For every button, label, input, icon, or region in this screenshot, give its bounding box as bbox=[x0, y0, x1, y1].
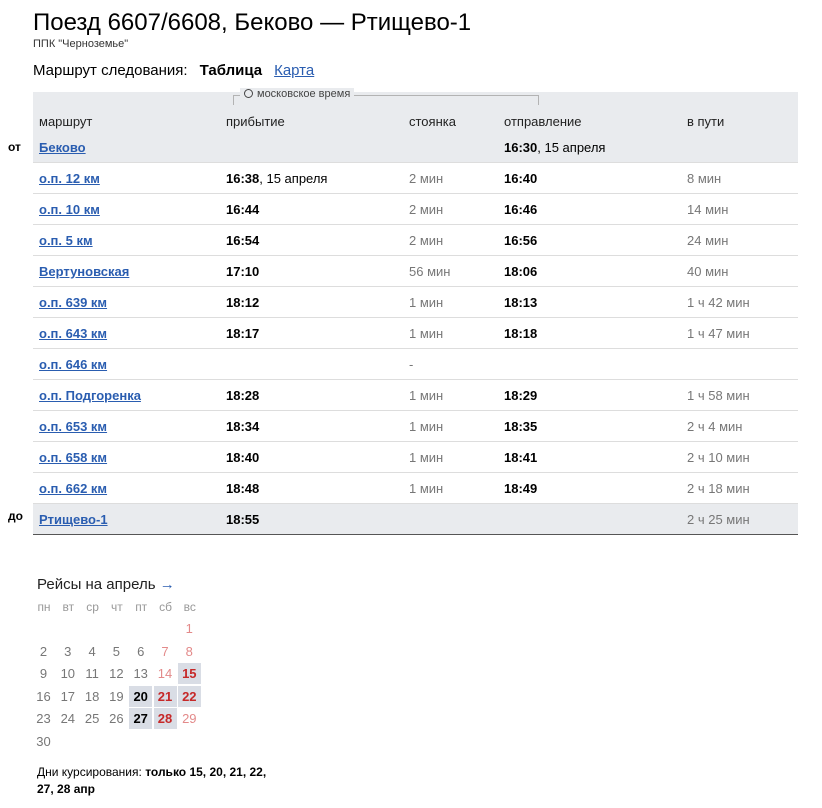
stop-duration bbox=[409, 450, 443, 465]
travel-time-text: 2 ч 25 мин bbox=[687, 512, 750, 527]
station-link-text: о.п. 646 км bbox=[39, 357, 108, 372]
departure-date: , 15 апреля bbox=[537, 140, 606, 155]
travel-time bbox=[687, 450, 750, 465]
calendar-day: 9 bbox=[39, 666, 48, 681]
calendar-day[interactable]: 28 bbox=[154, 708, 177, 729]
calendar-day: 26 bbox=[109, 711, 124, 726]
calendar-day: 18 bbox=[84, 688, 100, 704]
col-arrival: прибытие bbox=[226, 114, 285, 129]
table-row bbox=[33, 504, 798, 535]
table-row bbox=[33, 318, 798, 349]
departure-time bbox=[504, 295, 537, 310]
table-row bbox=[33, 225, 798, 256]
weekday-label: пт bbox=[135, 600, 148, 614]
travel-time-text: 40 мин bbox=[687, 264, 729, 279]
weekday-label: пн bbox=[37, 600, 51, 614]
travel-time-text: 14 мин bbox=[687, 202, 729, 217]
stop-duration-text: 1 мин bbox=[409, 481, 444, 496]
calendar-day: 6 bbox=[137, 643, 145, 659]
arrival-time-text: 18:34 bbox=[226, 419, 260, 434]
arrival-time bbox=[226, 388, 259, 403]
weekday-label: вт bbox=[62, 600, 75, 614]
stop-duration-text: 2 мин bbox=[409, 202, 444, 217]
departure-time bbox=[504, 326, 537, 341]
arrival-date: , 15 апреля bbox=[259, 171, 328, 186]
page-title: Поезд 6607/6608, Беково — Ртищево-1 bbox=[33, 9, 472, 36]
arrival-time bbox=[226, 264, 259, 279]
table-row bbox=[33, 380, 798, 411]
station-link-text: о.п. 643 км bbox=[39, 326, 108, 341]
travel-time bbox=[687, 171, 721, 186]
station-link[interactable] bbox=[39, 388, 141, 403]
travel-time bbox=[687, 481, 750, 496]
tab-table[interactable]: Таблица bbox=[199, 62, 263, 79]
arrival-time bbox=[226, 171, 327, 186]
calendar-day: 11 bbox=[85, 666, 99, 681]
travel-time-text: 1 ч 58 мин bbox=[687, 388, 750, 403]
station-link-text: Вертуновская bbox=[39, 264, 130, 279]
carrier-name: ППК "Черноземье" bbox=[33, 38, 129, 50]
stop-duration bbox=[409, 264, 450, 279]
table-row bbox=[33, 287, 798, 318]
arrival-time bbox=[226, 202, 259, 217]
departure-time-text: 18:41 bbox=[504, 450, 538, 465]
station-link-text: о.п. 639 км bbox=[39, 295, 108, 310]
departure-time-text: 16:46 bbox=[504, 202, 538, 217]
tab-map[interactable]: Карта bbox=[274, 62, 315, 79]
station-link-text: о.п. Подгоренка bbox=[39, 388, 141, 403]
travel-time-text: 2 ч 10 мин bbox=[687, 450, 750, 465]
table-row bbox=[33, 442, 798, 473]
calendar-day: 19 bbox=[109, 688, 124, 704]
arrival-time bbox=[226, 512, 259, 527]
stop-duration bbox=[409, 326, 443, 341]
next-month-arrow-icon[interactable]: → bbox=[159, 576, 175, 593]
station-link-text: о.п. 658 км bbox=[39, 450, 108, 465]
stop-duration bbox=[409, 419, 443, 434]
arrival-time bbox=[226, 295, 259, 310]
station-link-text: о.п. 5 км bbox=[39, 233, 93, 248]
arrival-time-text: 18:55 bbox=[226, 512, 260, 527]
station-link[interactable] bbox=[39, 140, 86, 155]
arrival-time-text: 16:54 bbox=[226, 233, 260, 248]
calendar-day: 10 bbox=[60, 666, 76, 681]
stop-duration bbox=[409, 295, 443, 310]
station-link-text: о.п. 10 км bbox=[39, 202, 100, 217]
stop-duration-text: 1 мин bbox=[409, 388, 444, 403]
travel-time bbox=[687, 295, 750, 310]
arrival-time-text: 18:12 bbox=[226, 295, 260, 310]
calendar-day: 1 bbox=[185, 621, 193, 636]
station-link[interactable] bbox=[39, 295, 107, 310]
calendar-day: 4 bbox=[88, 643, 96, 659]
calendar-day: 23 bbox=[36, 711, 51, 726]
departure-time-text: 18:18 bbox=[504, 326, 538, 341]
calendar-day: 2 bbox=[39, 643, 48, 659]
departure-time-text: 18:06 bbox=[504, 264, 538, 279]
travel-time bbox=[687, 326, 750, 341]
travel-time-text: 8 мин bbox=[687, 171, 722, 186]
calendar-day: 12 bbox=[109, 666, 124, 681]
departure-time-text: 18:29 bbox=[504, 388, 538, 403]
travel-time-text: 24 мин bbox=[687, 233, 729, 248]
stop-duration-text: 1 мин bbox=[409, 419, 444, 434]
travel-time-text: 2 ч 4 мин bbox=[687, 419, 743, 434]
calendar-title bbox=[37, 576, 175, 593]
station-link-text: о.п. 12 км bbox=[39, 171, 100, 186]
weekday-label: сб bbox=[159, 600, 172, 614]
table-row bbox=[33, 349, 798, 380]
table-row bbox=[33, 163, 798, 194]
view-switcher bbox=[33, 62, 314, 79]
arrival-time-text: 18:40 bbox=[226, 450, 260, 465]
travel-time bbox=[687, 233, 728, 248]
arrival-time-text: 18:48 bbox=[226, 481, 260, 496]
travel-time-text: 1 ч 47 мин bbox=[687, 326, 750, 341]
calendar-day[interactable]: 22 bbox=[178, 686, 201, 707]
calendar-day: 29 bbox=[182, 711, 197, 726]
station-link-text: Беково bbox=[39, 140, 86, 155]
moscow-time-label: московское время bbox=[257, 88, 351, 100]
travel-time bbox=[687, 512, 750, 527]
calendar-day: 13 bbox=[133, 666, 148, 681]
calendar-day: 30 bbox=[36, 733, 51, 749]
departure-time bbox=[504, 264, 537, 279]
station-link[interactable] bbox=[39, 481, 107, 496]
col-stop: стоянка bbox=[409, 114, 456, 129]
calendar-month-label: Рейсы на апрель bbox=[37, 576, 156, 593]
departure-time-text: 18:13 bbox=[504, 295, 538, 310]
stop-duration-text: 1 мин bbox=[409, 450, 444, 465]
departure-time bbox=[504, 419, 537, 434]
col-travel-time: в пути bbox=[687, 114, 725, 129]
travel-time-text: 1 ч 42 мин bbox=[687, 295, 750, 310]
departure-time-text: 18:35 bbox=[504, 419, 538, 434]
stop-duration-text: 1 мин bbox=[409, 295, 444, 310]
station-link[interactable] bbox=[39, 419, 107, 434]
travel-time bbox=[687, 202, 728, 217]
calendar-day[interactable]: 27 bbox=[129, 708, 152, 729]
arrival-time-text: 16:44 bbox=[226, 202, 260, 217]
table-row bbox=[33, 256, 798, 287]
station-link[interactable] bbox=[39, 233, 93, 248]
departure-time bbox=[504, 202, 537, 217]
table-row bbox=[33, 132, 798, 163]
station-link[interactable] bbox=[39, 512, 108, 527]
departure-time bbox=[504, 388, 537, 403]
stop-duration-text: 2 мин bbox=[409, 171, 444, 186]
weekday-label: чт bbox=[111, 600, 123, 614]
running-days-prefix: Дни курсирования: bbox=[37, 765, 146, 779]
from-label: от bbox=[8, 140, 21, 154]
arrival-time-text: 16:38 bbox=[226, 171, 260, 186]
calendar-day[interactable]: 21 bbox=[154, 686, 177, 707]
moscow-time-bracket bbox=[233, 88, 539, 105]
departure-time-text: 18:49 bbox=[504, 481, 538, 496]
station-link[interactable] bbox=[39, 450, 107, 465]
travel-time-text: 2 ч 18 мин bbox=[687, 481, 750, 496]
calendar-day: 5 bbox=[112, 643, 120, 659]
clock-icon bbox=[244, 89, 253, 98]
arrival-time bbox=[226, 233, 259, 248]
table-row bbox=[33, 473, 798, 504]
station-link[interactable] bbox=[39, 326, 107, 341]
stop-duration-text: 2 мин bbox=[409, 233, 444, 248]
arrival-time-text: 18:28 bbox=[226, 388, 260, 403]
weekday-label: ср bbox=[86, 600, 99, 614]
running-days-list: только 15, 20, 21, 22, 27, 28 апр bbox=[37, 765, 267, 796]
calendar-day: 24 bbox=[60, 711, 76, 726]
stop-duration bbox=[409, 481, 443, 496]
stop-duration bbox=[409, 357, 413, 372]
arrival-time bbox=[226, 326, 259, 341]
departure-time bbox=[504, 171, 537, 186]
calendar-day: 3 bbox=[64, 643, 72, 659]
table-row bbox=[33, 194, 798, 225]
departure-time-text: 16:30 bbox=[504, 140, 538, 155]
stop-duration bbox=[409, 202, 443, 217]
stop-duration bbox=[409, 388, 443, 403]
stop-duration-text: 56 мин bbox=[409, 264, 451, 279]
calendar-day[interactable]: 20 bbox=[129, 686, 152, 707]
calendar-day: 17 bbox=[60, 688, 76, 704]
station-link-text: о.п. 653 км bbox=[39, 419, 108, 434]
calendar-day: 16 bbox=[36, 688, 51, 704]
station-link-text: о.п. 662 км bbox=[39, 481, 108, 496]
running-days-note bbox=[37, 764, 267, 798]
weekday-label: вс bbox=[183, 600, 196, 614]
stop-duration bbox=[409, 233, 443, 248]
arrival-time bbox=[226, 419, 259, 434]
calendar-day: 8 bbox=[185, 643, 193, 659]
calendar-day: 14 bbox=[157, 666, 173, 681]
table-header bbox=[33, 88, 798, 133]
col-route: маршрут bbox=[39, 114, 93, 129]
departure-time bbox=[504, 450, 537, 465]
station-link[interactable] bbox=[39, 171, 100, 186]
calendar-day[interactable]: 15 bbox=[178, 663, 201, 684]
travel-time bbox=[687, 388, 750, 403]
to-label: до bbox=[8, 509, 23, 523]
col-departure: отправление bbox=[504, 114, 582, 129]
stop-duration-text: - bbox=[409, 357, 414, 372]
departure-time bbox=[504, 140, 605, 155]
departure-time bbox=[504, 481, 537, 496]
station-link[interactable] bbox=[39, 202, 100, 217]
arrival-time-text: 18:17 bbox=[226, 326, 260, 341]
station-link[interactable] bbox=[39, 357, 107, 372]
arrival-time bbox=[226, 450, 259, 465]
table-row bbox=[33, 411, 798, 442]
station-link[interactable] bbox=[39, 264, 129, 279]
travel-time bbox=[687, 419, 742, 434]
stop-duration bbox=[409, 171, 443, 186]
station-link-text: Ртищево-1 bbox=[39, 512, 108, 527]
calendar bbox=[36, 576, 197, 749]
arrival-time bbox=[226, 481, 259, 496]
stop-duration-text: 1 мин bbox=[409, 326, 444, 341]
departure-time bbox=[504, 233, 537, 248]
travel-time bbox=[687, 264, 728, 279]
calendar-day: 7 bbox=[161, 643, 169, 659]
departure-time-text: 16:56 bbox=[504, 233, 538, 248]
view-label: Маршрут следования: bbox=[33, 62, 188, 79]
departure-time-text: 16:40 bbox=[504, 171, 538, 186]
calendar-day: 25 bbox=[84, 711, 100, 726]
arrival-time-text: 17:10 bbox=[226, 264, 260, 279]
